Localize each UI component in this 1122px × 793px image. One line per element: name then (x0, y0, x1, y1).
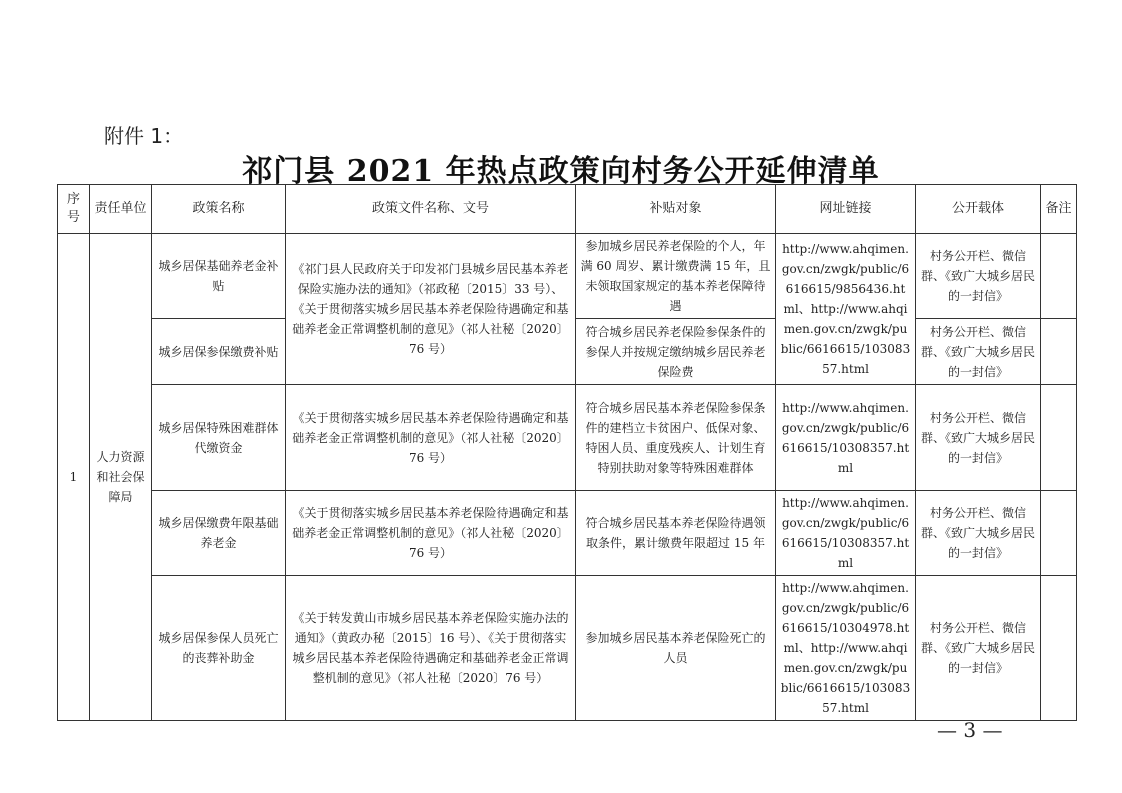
table-row (58, 576, 1077, 721)
header-remark: 备注 (1041, 185, 1077, 234)
public-carrier: 村务公开栏、微信群、《致广大城乡居民的一封信》 (916, 319, 1041, 385)
public-carrier: 村务公开栏、微信群、《致广大城乡居民的一封信》 (916, 234, 1041, 319)
public-carrier: 村务公开栏、微信群、《致广大城乡居民的一封信》 (916, 576, 1041, 721)
public-carrier: 村务公开栏、微信群、《致广大城乡居民的一封信》 (916, 385, 1041, 491)
table-row (58, 491, 1077, 576)
header-seq: 序号 (58, 185, 90, 234)
policy-name: 城乡居保基础养老金补贴 (152, 234, 286, 319)
table-row (58, 385, 1077, 491)
table-row (58, 234, 1077, 319)
remark-cell (1041, 576, 1077, 721)
remark-cell (1041, 319, 1077, 385)
subsidy-target: 符合城乡居民基本养老保险参保条件的建档立卡贫困户、低保对象、特困人员、重度残疾人、计划生育特别扶助对象等特殊困难群体 (576, 385, 776, 491)
header-unit: 责任单位 (90, 185, 152, 234)
header-doc: 政策文件名称、文号 (286, 185, 576, 234)
header-policy: 政策名称 (152, 185, 286, 234)
policy-doc: 《关于贯彻落实城乡居民基本养老保险待遇确定和基础养老金正常调整机制的意见》（祁人社秘〔2020〕76 号） (286, 491, 576, 576)
page-title: 祁门县 2021 年热点政策向村务公开延伸清单 (242, 154, 880, 189)
url-link[interactable]: http://www.ahqimen.gov.cn/zwgk/public/6616615/10304978.html、http://www.ahqimen.gov.cn/zwgk/public/6616615/10308357.html (776, 576, 916, 721)
header-url: 网址链接 (776, 185, 916, 234)
header-carrier: 公开载体 (916, 185, 1041, 234)
public-carrier: 村务公开栏、微信群、《致广大城乡居民的一封信》 (916, 491, 1041, 576)
subsidy-target: 符合城乡居民基本养老保险待遇领取条件，累计缴费年限超过 15 年 (576, 491, 776, 576)
policy-name: 城乡居保参保人员死亡的丧葬补助金 (152, 576, 286, 721)
group-seq: 1 (58, 234, 90, 721)
remark-cell (1041, 491, 1077, 576)
url-link[interactable]: http://www.ahqimen.gov.cn/zwgk/public/6616615/9856436.html、http://www.ahqimen.gov.cn/zwgk/public/6616615/10308357.html (776, 234, 916, 385)
policy-doc: 《祁门县人民政府关于印发祁门县城乡居民基本养老保险实施办法的通知》（祁政秘〔2015〕33 号）、《关于贯彻落实城乡居民基本养老保险待遇确定和基础养老金正常调整机制的意见》（祁人社秘〔2020〕76 号） (286, 234, 576, 385)
url-link[interactable]: http://www.ahqimen.gov.cn/zwgk/public/6616615/10308357.html (776, 491, 916, 576)
subsidy-target: 参加城乡居民基本养老保险死亡的人员 (576, 576, 776, 721)
url-link[interactable]: http://www.ahqimen.gov.cn/zwgk/public/6616615/10308357.html (776, 385, 916, 491)
policy-doc: 《关于转发黄山市城乡居民基本养老保险实施办法的通知》（黄政办秘〔2015〕16 号）、《关于贯彻落实城乡居民基本养老保险待遇确定和基础养老金正常调整机制的意见》（祁人社秘〔2020〕76 号） (286, 576, 576, 721)
policy-name: 城乡居保参保缴费补贴 (152, 319, 286, 385)
header-target: 补贴对象 (576, 185, 776, 234)
policy-name: 城乡居保缴费年限基础养老金 (152, 491, 286, 576)
policy-name: 城乡居保特殊困难群体代缴资金 (152, 385, 286, 491)
subsidy-target: 符合城乡居民养老保险参保条件的参保人并按规定缴纳城乡居民养老保险费 (576, 319, 776, 385)
attachment-label: 附件 1： (104, 124, 184, 148)
page-number: — 3 — (937, 718, 1003, 742)
table-header-row (58, 185, 1077, 234)
remark-cell (1041, 385, 1077, 491)
policy-doc: 《关于贯彻落实城乡居民基本养老保险待遇确定和基础养老金正常调整机制的意见》（祁人社秘〔2020〕76 号） (286, 385, 576, 491)
group-unit: 人力资源和社会保障局 (90, 234, 152, 721)
remark-cell (1041, 234, 1077, 319)
subsidy-target: 参加城乡居民养老保险的个人，年满 60 周岁、累计缴费满 15 年，且未领取国家规定的基本养老保障待遇 (576, 234, 776, 319)
policy-table (57, 184, 1077, 721)
